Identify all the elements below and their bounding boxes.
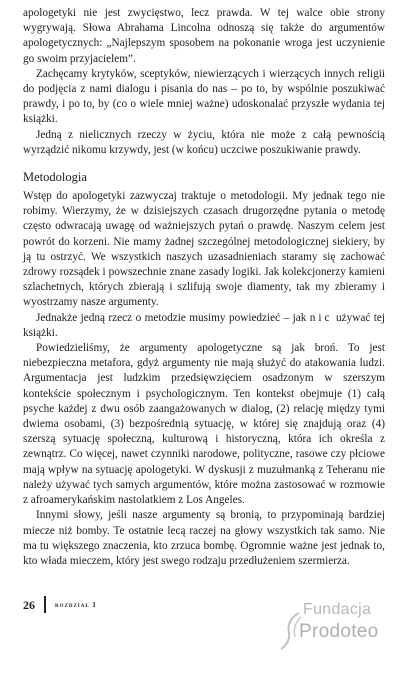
paragraph-how-not-to-use: [23, 311, 385, 341]
paragraph-continuation: apologetyki nie jest zwycięstwo, lecz prawda. W tej walce obie strony wygrywają. Słowa Abrahama Lincolna odnoszą się także do argumentów apologetycznych: „Najlepszym sposobem na pokonanie wroga jest uczynienie go swoim przyjacielem”.: [23, 7, 385, 65]
page-body: [23, 0, 385, 569]
page-number: 26: [23, 598, 35, 612]
footer-divider: [44, 596, 46, 613]
paragraph-methodology: Wstęp do apologetyki zazwyczaj traktuje o metodologii. My jednak tego nie robimy. Wierzymy, że w dzisiejszych czasach drugorzędne pytania o metodę często odwracają uwagę od ważniejszych pytań o prawdę. Naszym celem jest powrót do korzeni. Nie mamy żadnej szczególnej metodologicznej siekiery, by ją tu ostrzyć. We wszystkich naszych uzasadnieniach staramy się zachować zdrowy rozsądek i powszechnie znane zasady logiki. Jak kolekcjonerzy kamieni szlachetnych, których zbierają i szlifują swoje diamenty, tak my zbieramy i wyostrzamy nasze argumenty.: [23, 190, 385, 309]
paragraph-swords-bombs: Innymi słowy, jeśli nasze argumenty są bronią, to przypominają bardziej miecze niż bomby. Te ostatnie lecą raczej na głowy wszystkich tak samo. Nie ma tu większego znaczenia, kto zrzuca bombę. Ogromnie ważne jest jednak to, kto włada mieczem, który jest swego rodzaju przedłużeniem szermierza.: [23, 509, 385, 567]
section-heading: Metodologia: [23, 170, 87, 185]
paragraph-how-not-to-use-before: Jednakże jedną rzecz o metodzie musimy powiedzieć – jak: [36, 311, 310, 324]
chapter-label: rozdział 1: [55, 601, 97, 609]
publisher-watermark: [269, 601, 389, 653]
emphasized-word: nic: [309, 311, 333, 324]
paragraph-weapon-metaphor: Powiedzieliśmy, że argumenty apologetyczne są jak broń. To jest niebezpieczna metafora, gdyż argumenty nie mają służyć do atakowania ludzi. Argumentacja jest ludzkim przedsięwzięciem osadzonym w szerszym kontekście społecznym i psychologicznym. Ten kontekst obejmuje (1) całą psyche każdej z dwu osób zaangażowanych w dialog, (2) relację między tymi dwiema osobami, (3) bezpośrednią sytuację, w której się znajdują oraz (4) szerszą sytuację społeczną, kulturową i historyczną, która ich określa z zewnątrz. Co więcej, nawet czynniki narodowe, polityczne, rasowe czy płciowe mają wpływ na sytuację apologetyki. W dyskusji z muzułmanką z Teheranu nie należy używać tych samych argumentów, które można zastosować w rozmowie z afroamerykańskim nastolatkiem z Los Angeles.: [23, 342, 385, 507]
paragraph-invitation: Zachęcamy krytyków, sceptyków, niewierzących i wierzących innych religii do podjęcia z nami dialogu i pisania do nas – po to, by wspólnie poszukiwać prawdy, i po to, by (co o wiele mniej ważne) udoskonalać przyszłe wydania tej książki.: [23, 67, 385, 126]
page-footer: [23, 596, 385, 656]
paragraph-honest-search: Jedną z nielicznych rzeczy w życiu, która nie może z całą pewnością wyrządzić nikomu krzywdy, jest (w końcu) uczciwe poszukiwanie prawdy.: [23, 128, 385, 156]
watermark-line2: Prodoteo: [299, 621, 379, 642]
watermark-line1: Fundacja: [303, 601, 372, 618]
paragraph-how-not-to-use-after: używać tej książki.: [23, 311, 385, 339]
